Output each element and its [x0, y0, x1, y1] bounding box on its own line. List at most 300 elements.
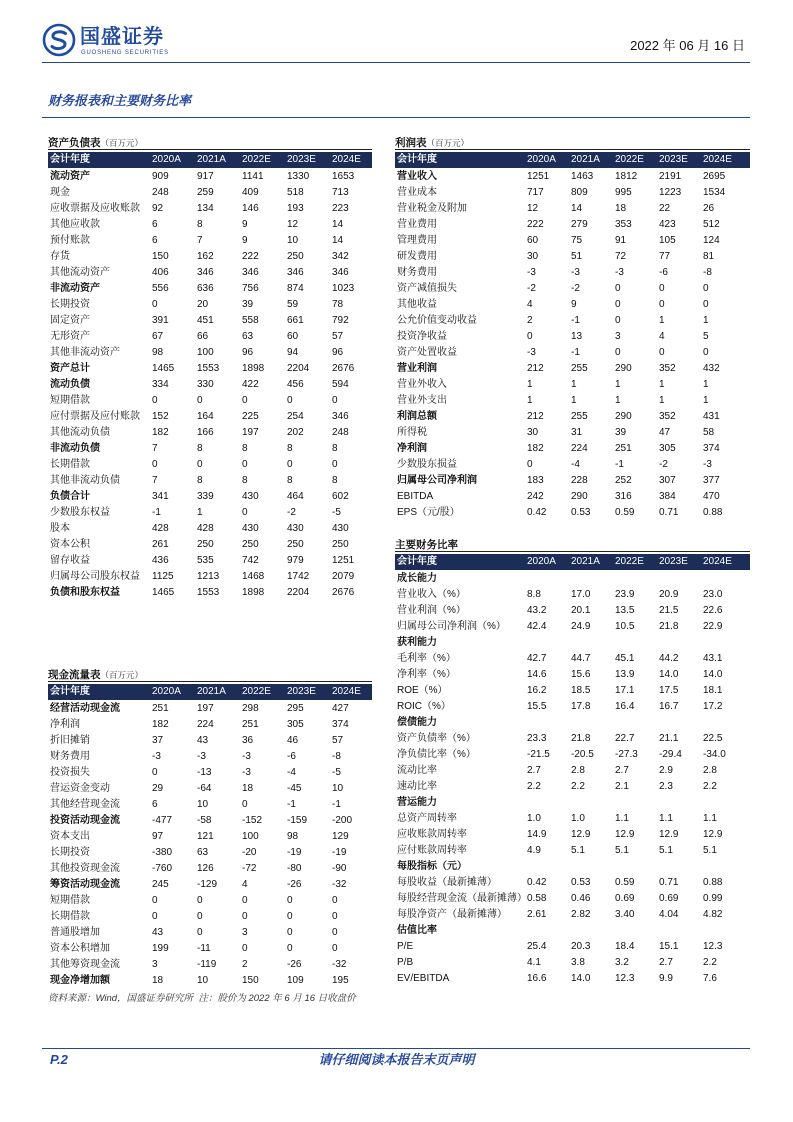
- row-value: 0.46: [571, 893, 591, 904]
- row-value: 2.3: [659, 781, 673, 792]
- row-label: 资产总计: [50, 363, 90, 374]
- row-label: 其他投资现金流: [50, 863, 120, 874]
- row-value: 10: [197, 975, 209, 986]
- table-row: [48, 765, 372, 781]
- row-value: 98: [152, 347, 164, 358]
- row-value: 4.9: [527, 845, 541, 856]
- row-value: 0: [287, 943, 293, 954]
- row-value: 713: [332, 187, 349, 198]
- row-value: 12.9: [659, 829, 679, 840]
- row-value: 0: [152, 299, 158, 310]
- table-row: [48, 505, 372, 521]
- row-value: 43.1: [703, 653, 723, 664]
- row-value: 92: [152, 203, 164, 214]
- row-label: 存货: [50, 251, 70, 262]
- row-value: 0: [332, 911, 338, 922]
- row-value: 298: [242, 703, 259, 714]
- row-value: 222: [527, 219, 544, 230]
- column-header-2022e: 2022E: [242, 154, 271, 165]
- row-value: 0: [242, 459, 248, 470]
- row-value: 37: [152, 735, 164, 746]
- row-value: -3: [242, 767, 251, 778]
- row-value: 995: [615, 187, 632, 198]
- row-value: 1.1: [703, 813, 717, 824]
- column-header-label: 会计年度: [50, 154, 90, 165]
- table-total-row: [48, 361, 372, 377]
- row-value: 1742: [287, 571, 310, 582]
- table-row: [395, 249, 750, 265]
- table-row: [395, 843, 750, 859]
- row-value: 60: [527, 235, 539, 246]
- row-value: 94: [287, 347, 299, 358]
- row-value: 23.9: [615, 589, 635, 600]
- row-value: 20: [197, 299, 209, 310]
- row-value: 2676: [332, 363, 355, 374]
- row-value: 430: [242, 523, 259, 534]
- row-value: 409: [242, 187, 259, 198]
- row-value: 12.9: [571, 829, 591, 840]
- row-value: 146: [242, 203, 259, 214]
- row-value: -4: [287, 767, 296, 778]
- table-row: [48, 297, 372, 313]
- row-label: 净利率（%）: [397, 669, 456, 680]
- row-label: 少数股东损益: [397, 459, 457, 470]
- row-label: 其他非流动负债: [50, 475, 120, 486]
- row-label: 应收账款周转率: [397, 829, 467, 840]
- row-value: 305: [287, 719, 304, 730]
- row-value: 0.99: [703, 893, 723, 904]
- table-row: [48, 313, 372, 329]
- row-value: -72: [242, 863, 257, 874]
- row-value: 17.5: [659, 685, 679, 696]
- table-row: [395, 217, 750, 233]
- row-label: 所得税: [397, 427, 427, 438]
- row-value: 0: [152, 767, 158, 778]
- row-value: 1463: [571, 171, 594, 182]
- row-label: 获利能力: [397, 637, 437, 648]
- column-header-2021a: 2021A: [571, 154, 600, 165]
- row-value: -3: [527, 267, 536, 278]
- column-header-2021a: 2021A: [571, 556, 600, 567]
- table-section-heading: [395, 635, 750, 651]
- table-row: [48, 457, 372, 473]
- row-label: 筹资活动现金流: [50, 879, 120, 890]
- row-value: 10: [287, 235, 299, 246]
- row-value: 250: [287, 251, 304, 262]
- row-label: 无形资产: [50, 331, 90, 342]
- row-value: 223: [332, 203, 349, 214]
- table-row: [48, 425, 372, 441]
- row-value: -80: [287, 863, 302, 874]
- row-value: 8: [197, 219, 203, 230]
- row-value: 428: [197, 523, 214, 534]
- row-value: 0: [242, 911, 248, 922]
- row-value: 4.04: [659, 909, 679, 920]
- row-value: 470: [703, 491, 720, 502]
- row-value: 212: [527, 363, 544, 374]
- column-header-2021a: 2021A: [197, 686, 226, 697]
- row-label: 负债合计: [50, 491, 90, 502]
- table-total-row: [48, 585, 372, 601]
- table-row: [48, 829, 372, 845]
- row-value: 406: [152, 267, 169, 278]
- row-value: 0: [527, 331, 533, 342]
- row-label: 其他经营现金流: [50, 799, 120, 810]
- column-header-2023e: 2023E: [287, 154, 316, 165]
- row-value: 1251: [527, 171, 550, 182]
- row-value: 72: [615, 251, 627, 262]
- row-label: 应付账款周转率: [397, 845, 467, 856]
- row-value: 124: [703, 235, 720, 246]
- row-value: -32: [332, 879, 347, 890]
- row-value: 39: [615, 427, 627, 438]
- row-label: 营业利润: [397, 363, 437, 374]
- row-value: 1653: [332, 171, 355, 182]
- section-divider: [42, 117, 750, 118]
- table-unit: （百万元）: [426, 138, 470, 148]
- row-value: 10: [197, 799, 209, 810]
- row-value: 430: [332, 523, 349, 534]
- table-row: [48, 909, 372, 925]
- table-row: [395, 619, 750, 635]
- table-total-row: [395, 169, 750, 185]
- row-value: 1: [659, 395, 665, 406]
- row-value: 0.69: [615, 893, 635, 904]
- row-label: 研发费用: [397, 251, 437, 262]
- row-value: 1553: [197, 587, 220, 598]
- row-value: 129: [332, 831, 349, 842]
- row-label: 应收票据及应收账款: [50, 203, 140, 214]
- row-value: -760: [152, 863, 173, 874]
- table-row: [48, 473, 372, 489]
- row-label: 成长能力: [397, 573, 437, 584]
- row-value: 59: [287, 299, 299, 310]
- row-value: 252: [615, 475, 632, 486]
- column-header-2022e: 2022E: [615, 154, 644, 165]
- row-label: EV/EBITDA: [397, 973, 450, 984]
- row-value: 0: [242, 395, 248, 406]
- row-value: 45.1: [615, 653, 635, 664]
- table-title-text: 利润表: [395, 137, 427, 149]
- row-value: 1465: [152, 587, 175, 598]
- table-total-row: [395, 409, 750, 425]
- row-value: 8: [197, 475, 203, 486]
- table-row: [48, 717, 372, 733]
- row-value: -20: [242, 847, 257, 858]
- row-label: EPS（元/股）: [397, 507, 460, 518]
- row-value: 43.2: [527, 605, 547, 616]
- row-value: 248: [332, 427, 349, 438]
- table-row: [48, 537, 372, 553]
- row-label: 每股收益（最新摊薄）: [397, 877, 497, 888]
- row-value: 6: [152, 799, 158, 810]
- row-value: 1553: [197, 363, 220, 374]
- column-header-2024e: 2024E: [703, 556, 732, 567]
- row-value: 250: [332, 539, 349, 550]
- row-label: 净利润: [50, 719, 80, 730]
- row-value: -26: [287, 959, 302, 970]
- row-label: 短期借款: [50, 895, 90, 906]
- table-row: [395, 297, 750, 313]
- row-value: 6: [152, 219, 158, 230]
- row-value: 341: [152, 491, 169, 502]
- table-row: [48, 345, 372, 361]
- table-section-heading: [395, 571, 750, 587]
- table-row: [395, 185, 750, 201]
- row-value: 121: [197, 831, 214, 842]
- row-value: 4: [527, 299, 533, 310]
- row-value: 558: [242, 315, 259, 326]
- row-value: 24.9: [571, 621, 591, 632]
- row-value: -32: [332, 959, 347, 970]
- table-row: [48, 249, 372, 265]
- row-value: -5: [332, 767, 341, 778]
- row-value: -6: [287, 751, 296, 762]
- row-value: 14.0: [659, 669, 679, 680]
- table-total-row: [395, 441, 750, 457]
- row-value: 2079: [332, 571, 355, 582]
- row-value: 1213: [197, 571, 220, 582]
- row-value: 1: [659, 315, 665, 326]
- row-value: -34.0: [703, 749, 726, 760]
- table-row: [48, 845, 372, 861]
- row-label: P/B: [397, 957, 414, 968]
- row-value: 43: [197, 735, 209, 746]
- row-value: 16.4: [615, 701, 635, 712]
- row-value: 6: [152, 235, 158, 246]
- column-header-2021a: 2021A: [197, 154, 226, 165]
- row-value: 3: [152, 959, 158, 970]
- row-value: 456: [287, 379, 304, 390]
- row-value: 42.7: [527, 653, 547, 664]
- row-label: 每股指标（元）: [397, 861, 467, 872]
- row-value: 14.0: [571, 973, 591, 984]
- row-value: 2.7: [615, 765, 629, 776]
- row-value: 809: [571, 187, 588, 198]
- column-header-label: 会计年度: [397, 556, 437, 567]
- row-value: 0: [152, 459, 158, 470]
- row-value: 20.3: [571, 941, 591, 952]
- table-row: [48, 185, 372, 201]
- row-value: 18: [242, 783, 254, 794]
- cash-flow-table: [48, 667, 372, 989]
- row-value: -19: [332, 847, 347, 858]
- row-label: 估值比率: [397, 925, 437, 936]
- row-value: 432: [703, 363, 720, 374]
- row-value: 1898: [242, 363, 265, 374]
- row-value: 10.5: [615, 621, 635, 632]
- row-value: 1: [615, 395, 621, 406]
- row-label: 营业费用: [397, 219, 437, 230]
- row-label: 负债和股东权益: [50, 587, 120, 598]
- row-value: 0: [287, 911, 293, 922]
- table-title: [395, 135, 750, 150]
- page-number: P.2: [50, 1052, 68, 1067]
- row-value: 29: [152, 783, 164, 794]
- row-value: 36: [242, 735, 254, 746]
- row-value: 464: [287, 491, 304, 502]
- row-value: 182: [152, 719, 169, 730]
- row-label: 其他收益: [397, 299, 437, 310]
- row-value: 251: [152, 703, 169, 714]
- row-value: 0.53: [571, 877, 591, 888]
- row-value: 17.8: [571, 701, 591, 712]
- row-value: 91: [615, 235, 627, 246]
- row-value: 1: [703, 379, 709, 390]
- row-value: -13: [197, 767, 212, 778]
- row-value: 0: [615, 299, 621, 310]
- row-value: 1223: [659, 187, 682, 198]
- row-label: 营业外支出: [397, 395, 447, 406]
- row-value: 20.9: [659, 589, 679, 600]
- row-value: 0: [242, 943, 248, 954]
- table-row: [48, 733, 372, 749]
- row-label: 投资损失: [50, 767, 90, 778]
- table-title: [395, 537, 750, 552]
- column-header-2020a: 2020A: [152, 154, 181, 165]
- row-value: 67: [152, 331, 164, 342]
- row-value: 2.2: [571, 781, 585, 792]
- row-value: 195: [332, 975, 349, 986]
- brand-name: 国盛证券: [80, 26, 164, 48]
- row-value: 0.58: [527, 893, 547, 904]
- table-total-row: [48, 813, 372, 829]
- row-value: 2.8: [571, 765, 585, 776]
- row-value: 0: [152, 895, 158, 906]
- row-value: 18: [152, 975, 164, 986]
- table-row: [395, 955, 750, 971]
- row-value: 96: [242, 347, 254, 358]
- table-total-row: [48, 973, 372, 989]
- table-row: [395, 699, 750, 715]
- table-row: [48, 329, 372, 345]
- row-value: 97: [152, 831, 164, 842]
- row-value: 1251: [332, 555, 355, 566]
- table-row: [48, 553, 372, 569]
- row-label: 财务费用: [50, 751, 90, 762]
- row-value: 377: [703, 475, 720, 486]
- row-label: 少数股东权益: [50, 507, 110, 518]
- row-value: 245: [152, 879, 169, 890]
- row-value: 12.9: [615, 829, 635, 840]
- row-value: -3: [703, 459, 712, 470]
- row-value: 346: [197, 267, 214, 278]
- row-value: 330: [197, 379, 214, 390]
- row-value: 2191: [659, 171, 682, 182]
- row-value: 290: [615, 363, 632, 374]
- row-value: 2.61: [527, 909, 547, 920]
- row-label: ROIC（%）: [397, 701, 451, 712]
- row-value: 164: [197, 411, 214, 422]
- table-row: [48, 893, 372, 909]
- row-label: 归属母公司股东权益: [50, 571, 140, 582]
- row-value: 44.7: [571, 653, 591, 664]
- row-value: 182: [152, 427, 169, 438]
- row-value: 22.9: [703, 621, 723, 632]
- row-label: 营运能力: [397, 797, 437, 808]
- row-value: -3: [527, 347, 536, 358]
- report-date: 2022 年 06 月 16 日: [630, 38, 745, 53]
- row-value: 250: [287, 539, 304, 550]
- row-label: 流动负债: [50, 379, 90, 390]
- row-value: 1023: [332, 283, 355, 294]
- row-label: 净负债比率（%）: [397, 749, 476, 760]
- row-value: 2204: [287, 587, 310, 598]
- row-value: 23.3: [527, 733, 547, 744]
- row-label: 留存收益: [50, 555, 90, 566]
- row-label: 非流动资产: [50, 283, 100, 294]
- row-label: 投资活动现金流: [50, 815, 120, 826]
- row-label: 流动比率: [397, 765, 437, 776]
- row-value: 75: [571, 235, 583, 246]
- row-value: 12: [527, 203, 539, 214]
- row-value: 0: [242, 895, 248, 906]
- row-value: 13.5: [615, 605, 635, 616]
- row-label: 营业收入: [397, 171, 437, 182]
- row-label: 总资产周转率: [397, 813, 457, 824]
- row-value: 15.6: [571, 669, 591, 680]
- table-header-row: [48, 684, 372, 700]
- row-value: 4: [242, 879, 248, 890]
- row-label: 其他应收款: [50, 219, 100, 230]
- row-value: 0: [332, 927, 338, 938]
- row-value: 305: [659, 443, 676, 454]
- row-value: 18.4: [615, 941, 635, 952]
- row-value: 20.1: [571, 605, 591, 616]
- row-value: 374: [703, 443, 720, 454]
- table-row: [395, 651, 750, 667]
- row-value: 2: [242, 959, 248, 970]
- row-value: -2: [287, 507, 296, 518]
- row-value: 8: [242, 443, 248, 454]
- row-value: 39: [242, 299, 254, 310]
- row-label: 财务费用: [397, 267, 437, 278]
- row-value: 66: [197, 331, 209, 342]
- row-value: 152: [152, 411, 169, 422]
- row-value: 242: [527, 491, 544, 502]
- row-label: 资产处置收益: [397, 347, 457, 358]
- table-row: [48, 265, 372, 281]
- row-value: 1: [571, 395, 577, 406]
- row-value: 46: [287, 735, 299, 746]
- row-value: 346: [287, 267, 304, 278]
- row-value: 423: [659, 219, 676, 230]
- table-row: [48, 393, 372, 409]
- row-value: 1330: [287, 171, 310, 182]
- table-row: [48, 569, 372, 585]
- row-label: 应付票据及应付账款: [50, 411, 140, 422]
- column-header-2024e: 2024E: [332, 154, 361, 165]
- row-value: 12.3: [615, 973, 635, 984]
- row-value: 12.3: [703, 941, 723, 952]
- section-title: 财务报表和主要财务比率: [48, 93, 192, 108]
- column-header-2023e: 2023E: [287, 686, 316, 697]
- row-value: 0: [242, 799, 248, 810]
- column-header-label: 会计年度: [397, 154, 437, 165]
- header-divider: [42, 62, 750, 63]
- row-value: 3: [242, 927, 248, 938]
- row-value: 594: [332, 379, 349, 390]
- row-value: -380: [152, 847, 173, 858]
- row-label: 毛利率（%）: [397, 653, 456, 664]
- row-value: 0: [152, 395, 158, 406]
- row-value: 98: [287, 831, 299, 842]
- row-value: 1898: [242, 587, 265, 598]
- row-label: 投资净收益: [397, 331, 447, 342]
- row-value: 21.8: [571, 733, 591, 744]
- row-value: 14.9: [527, 829, 547, 840]
- row-value: 150: [152, 251, 169, 262]
